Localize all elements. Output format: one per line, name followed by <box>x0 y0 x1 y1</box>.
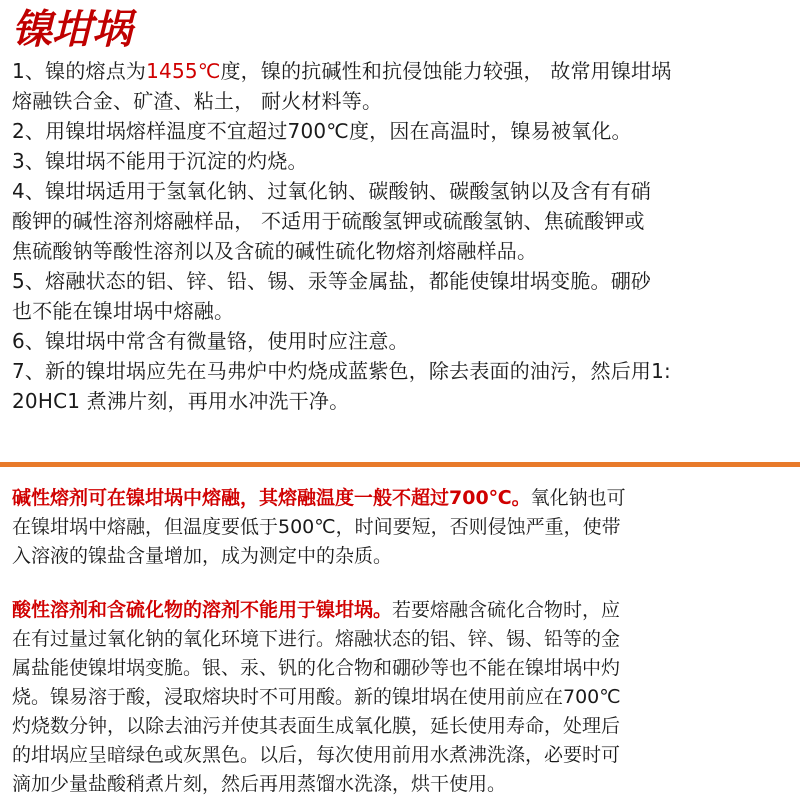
list-line <box>12 296 792 326</box>
paragraph-line: 灼烧数分钟，以除去油污并使其表面生成氧化膜，延长使用寿命，处理后 <box>12 715 621 737</box>
list-text: 5、熔融状态的铝、锌、铅、锡、汞等金属盐，都能使镍坩埚变脆。硼砂 <box>12 269 652 293</box>
list-line <box>12 266 792 296</box>
paragraph-line: 滴加少量盐酸稍煮片刻，然后再用蒸馏水洗涤，烘干使用。 <box>12 773 507 795</box>
paragraph-line: 在镍坩埚中熔融，但温度要低于500℃，时间要短，否则侵蚀严重，使带 <box>12 516 621 538</box>
paragraph-line: 在有过量过氧化钠的氧化环境下进行。熔融状态的铝、锌、锡、铅等的金 <box>12 628 621 650</box>
paragraph-line <box>12 484 792 513</box>
list-line <box>12 146 792 176</box>
list-text: 20HC1 煮沸片刻，再用水冲洗干净。 <box>12 389 350 413</box>
paragraph-line: 烧。镍易溶于酸，浸取熔块时不可用酸。新的镍坩埚在使用前应在700℃ <box>12 686 621 708</box>
paragraph-line: 属盐能使镍坩埚变脆。银、汞、钒的化合物和硼砂等也不能在镍坩埚中灼 <box>12 657 621 679</box>
page-title: 镍坩埚 <box>12 7 132 53</box>
list-line <box>12 356 792 386</box>
numbered-list <box>12 56 792 416</box>
list-text: 熔融铁合金、矿渣、粘土， 耐火材料等。 <box>12 89 383 113</box>
highlight-text: 酸性溶剂和含硫化物的溶剂不能用于镍坩埚。 <box>12 599 393 621</box>
paragraph-line: 入溶液的镍盐含量增加，成为测定中的杂质。 <box>12 545 393 567</box>
list-line <box>12 56 792 86</box>
paragraph-line: 的坩埚应呈暗绿色或灰黑色。以后，每次使用前用水煮沸洗涤，必要时可 <box>12 744 621 766</box>
paragraph-alkaline-flux <box>12 484 792 571</box>
list-line <box>12 206 792 236</box>
list-text: 4、镍坩埚适用于氢氧化钠、过氧化钠、碳酸钠、碳酸氢钠以及含有有硝 <box>12 179 652 203</box>
list-line <box>12 326 792 356</box>
list-line <box>12 116 792 146</box>
list-text: 2、用镍坩埚熔样温度不宜超过700℃度，因在高温时，镍易被氧化。 <box>12 119 632 143</box>
list-text: 1、镍的熔点为 <box>12 59 147 83</box>
list-text: 度，镍的抗碱性和抗侵蚀能力较强， 故常用镍坩埚 <box>220 59 672 83</box>
list-text: 也不能在镍坩埚中熔融。 <box>12 299 235 323</box>
section-divider <box>0 462 800 467</box>
list-text: 酸钾的碱性溶剂熔融样品， 不适用于硫酸氢钾或硫酸氢钠、焦硫酸钾或 <box>12 209 645 233</box>
paragraph-text: 若要熔融含硫化合物时，应 <box>392 599 621 621</box>
list-line <box>12 86 792 116</box>
list-text: 6、镍坩埚中常含有微量铬，使用时应注意。 <box>12 329 409 353</box>
list-text: 焦硫酸钠等酸性溶剂以及含硫的碱性硫化物熔剂熔融样品。 <box>12 239 538 263</box>
paragraph-acid-flux <box>12 596 792 799</box>
paragraph-text: 氧化钠也可 <box>530 487 626 509</box>
list-line <box>12 386 792 416</box>
paragraph-line <box>12 596 792 625</box>
highlight-text: 碱性熔剂可在镍坩埚中熔融，其熔融温度一般不超过700℃。 <box>12 487 531 509</box>
melting-point-value: 1455℃ <box>146 59 221 83</box>
list-line <box>12 236 792 266</box>
list-text: 7、新的镍坩埚应先在马弗炉中灼烧成蓝紫色，除去表面的油污，然后用1: <box>12 359 671 383</box>
list-text: 3、镍坩埚不能用于沉淀的灼烧。 <box>12 149 308 173</box>
list-line <box>12 176 792 206</box>
